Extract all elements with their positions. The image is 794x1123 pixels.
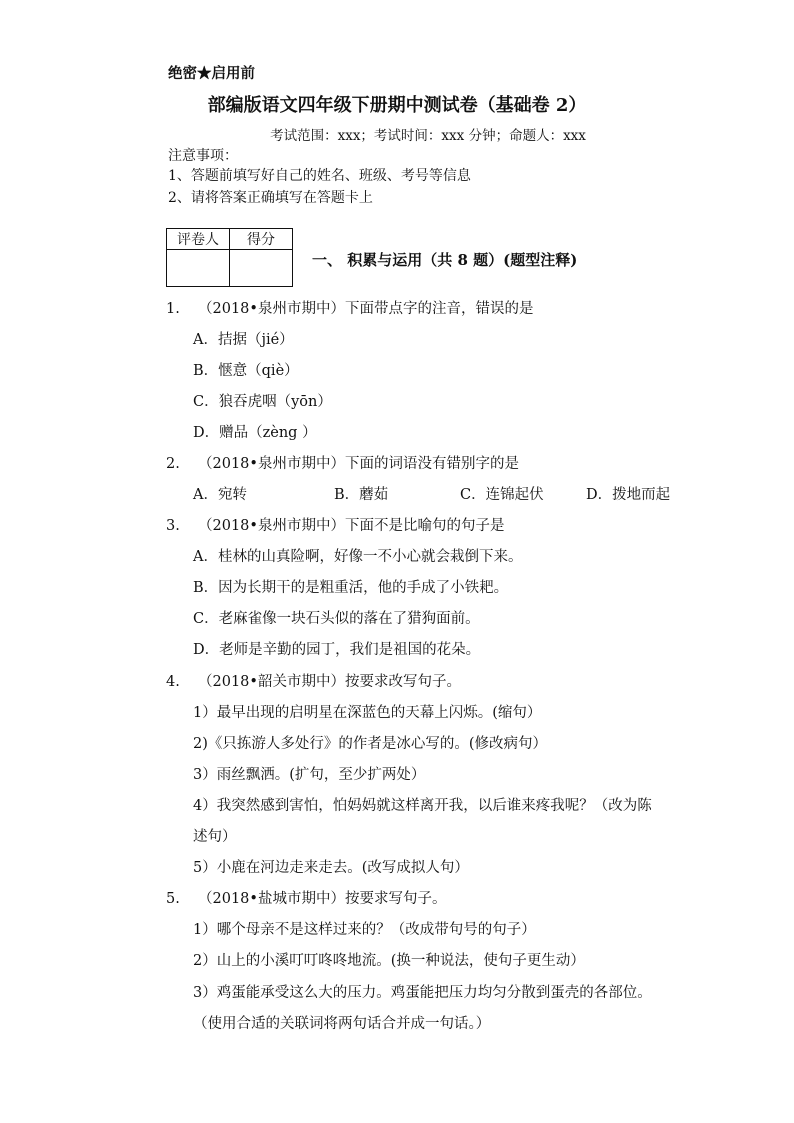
sub-item: 3）鸡蛋能承受这么大的压力。鸡蛋能把压力均匀分散到蛋壳的各部位。	[193, 985, 652, 1001]
sub-item: 1）最早出现的启明星在深蓝色的天幕上闪烁。(缩句）	[193, 705, 542, 721]
question-number: 4.	[166, 674, 180, 690]
question-number: 5.	[166, 891, 180, 907]
option: D．老师是辛勤的园丁，我们是祖国的花朵。	[193, 642, 481, 658]
question-stem	[166, 452, 519, 473]
notes-heading: 注意事项：	[168, 148, 238, 164]
option: D．拨地而起	[586, 487, 671, 503]
sub-item: 2）山上的小溪叮叮咚咚地流。(换一种说法，使句子更生动）	[193, 953, 585, 969]
question-number: 2.	[166, 456, 180, 472]
score-table	[166, 228, 293, 287]
exam-meta: 考试范围：xxx；考试时间：xxx 分钟；命题人：xxx	[270, 128, 586, 144]
sub-item: 5）小鹿在河边走来走去。(改写成拟人句）	[193, 860, 469, 876]
sub-item: 4）我突然感到害怕，怕妈妈就这样离开我，以后谁来疼我呢？（改为陈	[193, 798, 652, 814]
option: A．桂林的山真险啊，好像一不小心就会栽倒下来。	[193, 549, 523, 565]
sub-item: 述句）	[193, 829, 237, 845]
exam-title: 部编版语文四年级下册期中测试卷（基础卷 2）	[207, 95, 587, 116]
option: C．连锦起伏	[460, 487, 544, 503]
sub-item: 3）雨丝飘洒。(扩句，至少扩两处）	[193, 767, 426, 783]
option: D．赠品（zèng ）	[193, 425, 317, 441]
sub-item: （使用合适的关联词将两句话合并成一句话。）	[193, 1016, 491, 1032]
confidential-label: 绝密★启用前	[168, 65, 255, 82]
option: A．宛转	[193, 487, 247, 503]
option: B．因为长期干的是粗重活，他的手成了小铁耙。	[193, 580, 509, 596]
section-title: 一、 积累与运用（共 8 题）(题型注释)	[312, 251, 578, 269]
sub-item: 1）哪个母亲不是这样过来的？（改成带句号的句子）	[193, 922, 536, 938]
grader-cell	[167, 250, 230, 287]
sub-item: 2)《只拣游人多处行》的作者是冰心写的。(修改病句）	[193, 736, 548, 752]
question-number: 3.	[166, 518, 180, 534]
question-stem	[166, 514, 504, 535]
option: C．老麻雀像一块石头似的落在了猎狗面前。	[193, 611, 480, 627]
score-cell	[230, 250, 293, 287]
question-number: 1.	[166, 301, 180, 317]
option: B．惬意（qiè）	[193, 363, 299, 379]
question-text: （2018•泉州市期中）下面不是比喻句的句子是	[198, 518, 505, 534]
question-stem	[166, 670, 461, 691]
question-text: （2018•泉州市期中）下面的词语没有错别字的是	[198, 456, 519, 472]
note-item: 1、答题前填写好自己的姓名、班级、考号等信息	[168, 168, 471, 184]
option: A．拮据（jié）	[193, 332, 294, 348]
question-text: （2018•盐城市期中）按要求写句子。	[198, 891, 447, 907]
question-text: （2018•泉州市期中）下面带点字的注音，错误的是	[198, 301, 534, 317]
grader-header: 评卷人	[167, 229, 230, 250]
question-text: （2018•韶关市期中）按要求改写句子。	[198, 674, 461, 690]
note-item: 2、请将答案正确填写在答题卡上	[168, 190, 373, 206]
question-stem	[166, 887, 446, 908]
question-stem	[166, 297, 533, 318]
score-header: 得分	[230, 229, 293, 250]
option: C．狼吞虎咽（yōn）	[193, 394, 332, 410]
option: B．蘑茹	[334, 487, 389, 503]
